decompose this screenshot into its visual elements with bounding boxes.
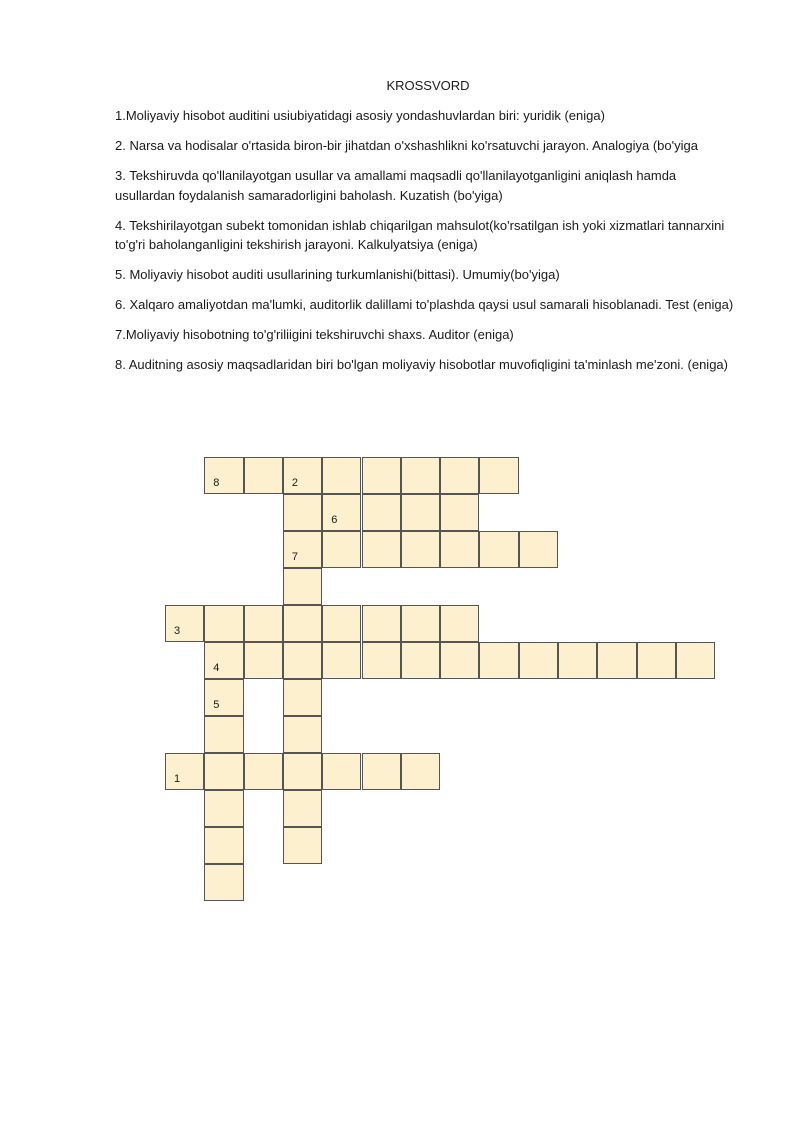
crossword-cell[interactable] bbox=[204, 679, 243, 716]
crossword-cell[interactable] bbox=[165, 605, 204, 642]
clue-8: 8. Auditning asosiy maqsadlaridan biri bo'lgan moliyaviy hisobotlar muvofiqligini ta'minlash me'zoni. (eniga) bbox=[115, 357, 728, 372]
clue-7: 7.Moliyaviy hisobotning to'g'riliigini tekshiruvchi shaxs. Auditor (eniga) bbox=[115, 327, 514, 342]
crossword-cell[interactable] bbox=[322, 642, 361, 679]
crossword-cell[interactable] bbox=[401, 753, 440, 790]
crossword-cell[interactable] bbox=[440, 642, 479, 679]
crossword-cell[interactable] bbox=[362, 494, 401, 531]
crossword-cell[interactable] bbox=[283, 716, 322, 753]
crossword-cell[interactable] bbox=[362, 457, 401, 494]
crossword-cell[interactable] bbox=[519, 642, 558, 679]
crossword-cell[interactable] bbox=[204, 827, 243, 864]
crossword-cell[interactable] bbox=[244, 605, 283, 642]
crossword-cell[interactable] bbox=[283, 457, 322, 494]
crossword-cell[interactable] bbox=[283, 531, 322, 568]
crossword-cell[interactable] bbox=[283, 642, 322, 679]
clue-1: 1.Moliyaviy hisobot auditini usiubiyatidagi asosiy yondashuvlardan biri: yuridik (eniga) bbox=[115, 108, 605, 123]
crossword-cell[interactable] bbox=[322, 494, 361, 531]
crossword-cell[interactable] bbox=[204, 790, 243, 827]
crossword-cell[interactable] bbox=[362, 531, 401, 568]
crossword-cell[interactable] bbox=[165, 753, 204, 790]
crossword-cell[interactable] bbox=[401, 494, 440, 531]
crossword-cell[interactable] bbox=[322, 753, 361, 790]
crossword-cell[interactable] bbox=[204, 642, 243, 679]
crossword-cell[interactable] bbox=[479, 457, 518, 494]
crossword-cell[interactable] bbox=[283, 679, 322, 716]
crossword-cell[interactable] bbox=[362, 642, 401, 679]
crossword-cell[interactable] bbox=[283, 494, 322, 531]
crossword-cell[interactable] bbox=[322, 531, 361, 568]
crossword-cell[interactable] bbox=[244, 642, 283, 679]
crossword-cell[interactable] bbox=[440, 531, 479, 568]
clue-number: 5 bbox=[213, 699, 220, 711]
crossword-cell[interactable] bbox=[401, 531, 440, 568]
crossword-cell[interactable] bbox=[401, 642, 440, 679]
crossword-cell[interactable] bbox=[322, 605, 361, 642]
crossword-cell[interactable] bbox=[440, 605, 479, 642]
clue-6: 6. Xalqaro amaliyotdan ma'lumki, auditorlik dalillami to'plashda qaysi usul samarali hisoblanadi. Test (eniga) bbox=[115, 297, 734, 312]
crossword-cell[interactable] bbox=[204, 457, 243, 494]
clue-number: 8 bbox=[213, 477, 220, 489]
clue-number: 2 bbox=[291, 477, 299, 489]
crossword-cell[interactable] bbox=[283, 790, 322, 827]
clue-number: 7 bbox=[291, 551, 299, 563]
crossword-cell[interactable] bbox=[479, 531, 518, 568]
crossword-cell[interactable] bbox=[244, 753, 283, 790]
crossword-cell[interactable] bbox=[244, 457, 283, 494]
clue-5: 5. Moliyaviy hisobot auditi usullarining turkumlanishi(bittasi). Umumiy(bo'yiga) bbox=[115, 267, 560, 282]
clue-number: 6 bbox=[331, 514, 338, 526]
clue-3: 3. Tekshiruvda qo'llanilayotgan usullar va amallami maqsadli qo'llanilayotganligini aniqlash hamda usullardan foydalanish samaradorligini baholash. Kuzatish (bo'yiga) bbox=[115, 168, 677, 203]
clue-number: 4 bbox=[213, 662, 220, 674]
crossword-cell[interactable] bbox=[401, 457, 440, 494]
crossword-cell[interactable] bbox=[283, 605, 322, 642]
crossword-cell[interactable] bbox=[637, 642, 676, 679]
crossword-cell[interactable] bbox=[204, 716, 243, 753]
clue-number: 3 bbox=[174, 625, 181, 637]
crossword-cell[interactable] bbox=[204, 753, 243, 790]
crossword-cell[interactable] bbox=[597, 642, 636, 679]
crossword-cell[interactable] bbox=[440, 494, 479, 531]
clue-2: 2. Narsa va hodisalar o'rtasida biron-bir jihatdan o'xshashlikni ko'rsatuvchi jarayon. Analogiya (bo'yiga bbox=[115, 138, 698, 153]
clue-4: 4. Tekshirilayotgan subekt tomonidan ishlab chiqarilgan mahsulot(ko'rsatilgan ish yoki xizmatlari tannarxini to'g'ri baholanganligini tekshirish jarayoni. Kalkulyatsiya (eniga) bbox=[115, 217, 725, 252]
page-title: KROSSVORD bbox=[386, 78, 470, 93]
crossword-cell[interactable] bbox=[676, 642, 715, 679]
crossword-cell[interactable] bbox=[519, 531, 558, 568]
crossword-cell[interactable] bbox=[204, 605, 243, 642]
crossword-cell[interactable] bbox=[440, 457, 479, 494]
crossword-cell[interactable] bbox=[401, 605, 440, 642]
crossword-cell[interactable] bbox=[479, 642, 518, 679]
crossword-cell[interactable] bbox=[362, 605, 401, 642]
crossword-cell[interactable] bbox=[558, 642, 597, 679]
crossword-cell[interactable] bbox=[204, 864, 243, 901]
crossword-cell[interactable] bbox=[283, 568, 322, 605]
crossword-cell[interactable] bbox=[362, 753, 401, 790]
clue-number: 1 bbox=[174, 773, 181, 785]
crossword-cell[interactable] bbox=[283, 753, 322, 790]
crossword-cell[interactable] bbox=[283, 827, 322, 864]
crossword-cell[interactable] bbox=[322, 457, 361, 494]
